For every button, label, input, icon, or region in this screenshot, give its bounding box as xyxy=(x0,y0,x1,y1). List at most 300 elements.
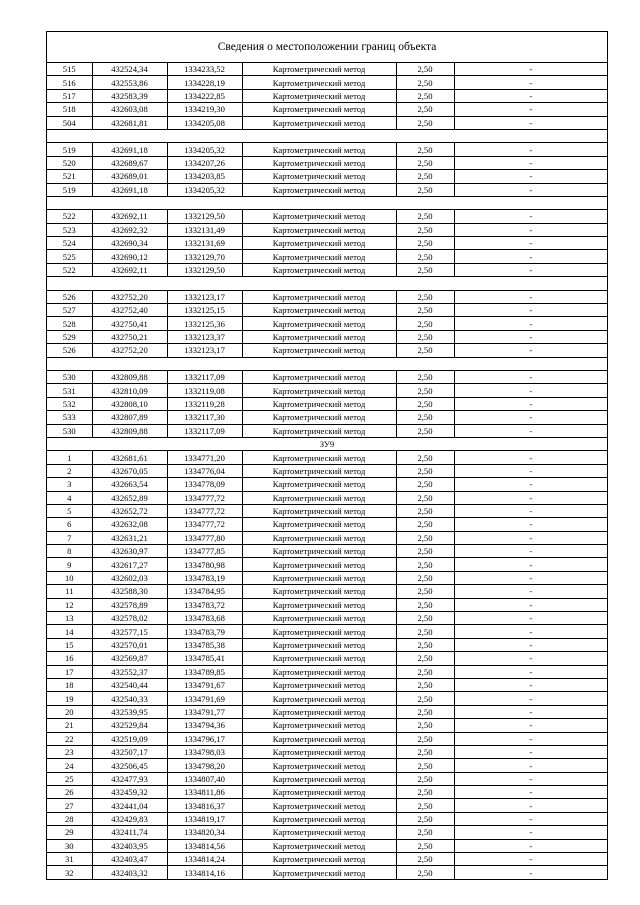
note-cell: - xyxy=(454,812,607,825)
accuracy-cell: 2,50 xyxy=(396,384,454,397)
y-coordinate-cell: 1334783,79 xyxy=(167,625,242,638)
method-cell: Картометрический метод xyxy=(242,491,396,504)
table-row xyxy=(47,317,607,330)
note-cell: - xyxy=(454,759,607,772)
method-cell: Картометрический метод xyxy=(242,411,396,424)
accuracy-cell: 2,50 xyxy=(396,464,454,477)
y-coordinate-cell: 1332119,28 xyxy=(167,397,242,410)
table-row xyxy=(47,370,607,383)
x-coordinate-cell: 432429,83 xyxy=(92,812,167,825)
y-coordinate-cell: 1334785,38 xyxy=(167,638,242,651)
x-coordinate-cell: 432477,93 xyxy=(92,772,167,785)
note-cell: - xyxy=(454,317,607,330)
point-number-cell: 527 xyxy=(47,304,92,317)
accuracy-cell: 2,50 xyxy=(396,772,454,785)
method-cell: Картометрический метод xyxy=(242,612,396,625)
accuracy-cell: 2,50 xyxy=(396,290,454,303)
point-number-cell: 28 xyxy=(47,812,92,825)
note-cell: - xyxy=(454,384,607,397)
point-number-cell: 522 xyxy=(47,210,92,223)
table-row xyxy=(47,839,607,852)
point-number-cell: 31 xyxy=(47,853,92,866)
method-cell: Картометрический метод xyxy=(242,384,396,397)
y-coordinate-cell: 1334820,34 xyxy=(167,826,242,839)
note-cell: - xyxy=(454,732,607,745)
coordinates-table xyxy=(47,63,607,879)
y-coordinate-cell: 1332131,69 xyxy=(167,237,242,250)
table-row xyxy=(47,384,607,397)
point-number-cell: 3 xyxy=(47,478,92,491)
accuracy-cell: 2,50 xyxy=(396,692,454,705)
note-cell: - xyxy=(454,183,607,196)
y-coordinate-cell: 1334798,03 xyxy=(167,745,242,758)
note-cell: - xyxy=(454,250,607,263)
table-row xyxy=(47,799,607,812)
method-cell: Картометрический метод xyxy=(242,518,396,531)
note-cell: - xyxy=(454,223,607,236)
x-coordinate-cell: 432578,02 xyxy=(92,612,167,625)
y-coordinate-cell: 1334783,68 xyxy=(167,612,242,625)
note-cell: - xyxy=(454,571,607,584)
x-coordinate-cell: 432681,61 xyxy=(92,451,167,464)
y-coordinate-cell: 1332125,36 xyxy=(167,317,242,330)
point-number-cell: 20 xyxy=(47,705,92,718)
note-cell: - xyxy=(454,678,607,691)
note-cell: - xyxy=(454,344,607,357)
note-cell: - xyxy=(454,665,607,678)
table-row xyxy=(47,853,607,866)
x-coordinate-cell: 432809,88 xyxy=(92,424,167,437)
x-coordinate-cell: 432810,09 xyxy=(92,384,167,397)
accuracy-cell: 2,50 xyxy=(396,745,454,758)
note-cell: - xyxy=(454,612,607,625)
accuracy-cell: 2,50 xyxy=(396,638,454,651)
x-coordinate-cell: 432529,84 xyxy=(92,719,167,732)
table-row xyxy=(47,103,607,116)
point-number-cell: 10 xyxy=(47,571,92,584)
note-cell: - xyxy=(454,558,607,571)
accuracy-cell: 2,50 xyxy=(396,143,454,156)
table-row xyxy=(47,745,607,758)
x-coordinate-cell: 432750,41 xyxy=(92,317,167,330)
table-row xyxy=(47,692,607,705)
y-coordinate-cell: 1334776,04 xyxy=(167,464,242,477)
accuracy-cell: 2,50 xyxy=(396,531,454,544)
table-row xyxy=(47,826,607,839)
table-row xyxy=(47,705,607,718)
point-number-cell: 24 xyxy=(47,759,92,772)
note-cell: - xyxy=(454,156,607,169)
point-number-cell: 8 xyxy=(47,545,92,558)
point-number-cell: 9 xyxy=(47,558,92,571)
y-coordinate-cell: 1334819,17 xyxy=(167,812,242,825)
y-coordinate-cell: 1332123,17 xyxy=(167,344,242,357)
note-cell: - xyxy=(454,210,607,223)
note-cell: - xyxy=(454,424,607,437)
accuracy-cell: 2,50 xyxy=(396,63,454,76)
table-row xyxy=(47,518,607,531)
y-coordinate-cell: 1332129,50 xyxy=(167,210,242,223)
table-row xyxy=(47,491,607,504)
note-cell: - xyxy=(454,652,607,665)
point-number-cell: 26 xyxy=(47,786,92,799)
x-coordinate-cell: 432752,20 xyxy=(92,290,167,303)
note-cell: - xyxy=(454,638,607,651)
x-coordinate-cell: 432403,95 xyxy=(92,839,167,852)
method-cell: Картометрический метод xyxy=(242,317,396,330)
x-coordinate-cell: 432691,18 xyxy=(92,183,167,196)
table-row xyxy=(47,210,607,223)
x-coordinate-cell: 432539,95 xyxy=(92,705,167,718)
note-cell: - xyxy=(454,103,607,116)
x-coordinate-cell: 432689,01 xyxy=(92,170,167,183)
method-cell: Картометрический метод xyxy=(242,290,396,303)
x-coordinate-cell: 432583,39 xyxy=(92,89,167,102)
x-coordinate-cell: 432663,54 xyxy=(92,478,167,491)
accuracy-cell: 2,50 xyxy=(396,866,454,879)
method-cell: Картометрический метод xyxy=(242,786,396,799)
note-cell: - xyxy=(454,772,607,785)
accuracy-cell: 2,50 xyxy=(396,558,454,571)
x-coordinate-cell: 432540,44 xyxy=(92,678,167,691)
method-cell: Картометрический метод xyxy=(242,397,396,410)
point-number-cell: 515 xyxy=(47,63,92,76)
accuracy-cell: 2,50 xyxy=(396,478,454,491)
point-number-cell: 520 xyxy=(47,156,92,169)
note-cell: - xyxy=(454,330,607,343)
note-cell: - xyxy=(529,867,533,878)
section-label: ЗУ9 xyxy=(47,437,607,450)
x-coordinate-cell: 432411,74 xyxy=(92,826,167,839)
x-coordinate-cell: 432577,15 xyxy=(92,625,167,638)
y-coordinate-cell: 1334233,52 xyxy=(167,63,242,76)
note-cell: - xyxy=(454,839,607,852)
x-coordinate-cell: 432507,17 xyxy=(92,745,167,758)
accuracy-cell: 2,50 xyxy=(396,853,454,866)
point-number-cell: 519 xyxy=(47,183,92,196)
table-row xyxy=(47,571,607,584)
point-number-cell: 12 xyxy=(47,598,92,611)
method-cell: Картометрический метод xyxy=(242,745,396,758)
x-coordinate-cell: 432552,37 xyxy=(92,665,167,678)
method-cell: Картометрический метод xyxy=(242,451,396,464)
y-coordinate-cell: 1334816,37 xyxy=(167,799,242,812)
y-coordinate-cell: 1334777,80 xyxy=(167,531,242,544)
point-number-cell: 27 xyxy=(47,799,92,812)
method-cell: Картометрический метод xyxy=(242,652,396,665)
y-coordinate-cell: 1332117,09 xyxy=(167,370,242,383)
separator-cell xyxy=(47,196,607,209)
accuracy-cell: 2,50 xyxy=(396,424,454,437)
note-cell: - xyxy=(454,116,607,129)
point-number-cell: 11 xyxy=(47,585,92,598)
x-coordinate-cell: 432807,89 xyxy=(92,411,167,424)
accuracy-cell: 2,50 xyxy=(396,652,454,665)
x-coordinate-cell: 432403,47 xyxy=(92,853,167,866)
x-coordinate-cell: 432540,33 xyxy=(92,692,167,705)
method-cell: Картометрический метод xyxy=(242,210,396,223)
x-coordinate-cell: 432570,01 xyxy=(92,638,167,651)
table-row xyxy=(47,585,607,598)
table-row xyxy=(47,759,607,772)
point-number-cell: 533 xyxy=(47,411,92,424)
x-coordinate-cell: 432553,86 xyxy=(92,76,167,89)
y-coordinate-cell: 1334814,24 xyxy=(167,853,242,866)
method-cell: Картометрический метод xyxy=(242,812,396,825)
table-row xyxy=(47,866,607,879)
y-coordinate-cell: 1334777,72 xyxy=(167,518,242,531)
method-cell: Картометрический метод xyxy=(242,571,396,584)
table-row xyxy=(47,638,607,651)
point-number-cell: 524 xyxy=(47,237,92,250)
y-coordinate-cell: 1332125,15 xyxy=(167,304,242,317)
note-cell: - xyxy=(454,290,607,303)
method-cell: Картометрический метод xyxy=(242,705,396,718)
point-number-cell: 29 xyxy=(47,826,92,839)
method-cell: Картометрический метод xyxy=(242,598,396,611)
table-row xyxy=(47,531,607,544)
point-number-cell: 19 xyxy=(47,692,92,705)
x-coordinate-cell: 432690,34 xyxy=(92,237,167,250)
method-cell: Картометрический метод xyxy=(242,678,396,691)
note-cell: - xyxy=(454,585,607,598)
accuracy-cell: 2,50 xyxy=(396,504,454,517)
point-number-cell: 532 xyxy=(47,397,92,410)
accuracy-cell: 2,50 xyxy=(396,812,454,825)
note-cell: - xyxy=(454,504,607,517)
y-coordinate-cell: 1334777,72 xyxy=(167,491,242,504)
table-row xyxy=(47,223,607,236)
accuracy-cell: 2,50 xyxy=(396,210,454,223)
boundary-table-sheet xyxy=(46,31,608,880)
point-number-cell: 528 xyxy=(47,317,92,330)
accuracy-cell: 2,50 xyxy=(396,451,454,464)
accuracy-cell: 2,50 xyxy=(396,344,454,357)
note-cell: - xyxy=(454,545,607,558)
note-cell: - xyxy=(454,304,607,317)
method-cell: Картометрический метод xyxy=(242,344,396,357)
x-coordinate-cell: 432691,18 xyxy=(92,143,167,156)
table-row xyxy=(47,89,607,102)
point-number-cell: 522 xyxy=(47,263,92,276)
x-coordinate-cell: 432588,30 xyxy=(92,585,167,598)
accuracy-cell: 2,50 xyxy=(396,317,454,330)
table-row xyxy=(47,304,607,317)
y-coordinate-cell: 1334771,20 xyxy=(167,451,242,464)
method-cell: Картометрический метод xyxy=(242,545,396,558)
accuracy-cell: 2,50 xyxy=(396,625,454,638)
method-cell: Картометрический метод xyxy=(242,63,396,76)
accuracy-cell: 2,50 xyxy=(396,183,454,196)
method-cell: Картометрический метод xyxy=(242,719,396,732)
y-coordinate-cell: 1334784,95 xyxy=(167,585,242,598)
y-coordinate-cell: 1332119,08 xyxy=(167,384,242,397)
accuracy-cell: 2,50 xyxy=(396,397,454,410)
note-cell: - xyxy=(454,237,607,250)
separator-cell xyxy=(47,357,607,370)
y-coordinate-cell: 1332129,50 xyxy=(167,263,242,276)
y-coordinate-cell: 1334785,41 xyxy=(167,652,242,665)
accuracy-cell: 2,50 xyxy=(396,116,454,129)
point-number-cell: 23 xyxy=(47,745,92,758)
point-number-cell: 526 xyxy=(47,290,92,303)
point-number-cell: 526 xyxy=(47,344,92,357)
x-coordinate-cell: 432670,05 xyxy=(92,464,167,477)
y-coordinate-cell: 1334778,09 xyxy=(167,478,242,491)
point-number-cell: 504 xyxy=(47,116,92,129)
point-number-cell: 21 xyxy=(47,719,92,732)
note-cell: - xyxy=(454,63,607,76)
method-cell: Картометрический метод xyxy=(242,826,396,839)
note-cell: - xyxy=(454,464,607,477)
method-cell: Картометрический метод xyxy=(242,504,396,517)
method-cell: Картометрический метод xyxy=(242,732,396,745)
method-cell: Картометрический метод xyxy=(242,478,396,491)
accuracy-cell: 2,50 xyxy=(396,304,454,317)
point-number-cell: 32 xyxy=(47,866,92,879)
table-row xyxy=(47,772,607,785)
method-cell: Картометрический метод xyxy=(242,76,396,89)
point-number-cell: 529 xyxy=(47,330,92,343)
table-row xyxy=(47,665,607,678)
method-cell: Картометрический метод xyxy=(242,839,396,852)
note-cell: - xyxy=(454,598,607,611)
y-coordinate-cell: 1334811,86 xyxy=(167,786,242,799)
y-coordinate-cell: 1334205,08 xyxy=(167,116,242,129)
note-cell: - xyxy=(454,263,607,276)
method-cell: Картометрический метод xyxy=(242,143,396,156)
y-coordinate-cell: 1334807,40 xyxy=(167,772,242,785)
accuracy-cell: 2,50 xyxy=(396,76,454,89)
table-row xyxy=(47,76,607,89)
y-coordinate-cell: 1334203,85 xyxy=(167,170,242,183)
group-separator-row xyxy=(47,129,607,142)
y-coordinate-cell: 1334791,77 xyxy=(167,705,242,718)
x-coordinate-cell: 432750,21 xyxy=(92,330,167,343)
point-number-cell: 517 xyxy=(47,89,92,102)
accuracy-cell: 2,50 xyxy=(396,705,454,718)
note-cell: - xyxy=(454,531,607,544)
table-row xyxy=(47,625,607,638)
table-row xyxy=(47,263,607,276)
note-cell: - xyxy=(454,705,607,718)
note-cell: - xyxy=(454,745,607,758)
accuracy-cell: 2,50 xyxy=(396,598,454,611)
accuracy-cell: 2,50 xyxy=(396,250,454,263)
point-number-cell: 6 xyxy=(47,518,92,531)
y-coordinate-cell: 1334791,69 xyxy=(167,692,242,705)
accuracy-cell: 2,50 xyxy=(396,330,454,343)
note-cell: - xyxy=(454,451,607,464)
x-coordinate-cell: 432692,11 xyxy=(92,263,167,276)
method-cell: Картометрический метод xyxy=(242,531,396,544)
point-number-cell: 2 xyxy=(47,464,92,477)
point-number-cell: 521 xyxy=(47,170,92,183)
y-coordinate-cell: 1334777,72 xyxy=(167,504,242,517)
x-coordinate-cell: 432630,97 xyxy=(92,545,167,558)
y-coordinate-cell: 1334205,32 xyxy=(167,143,242,156)
separator-cell xyxy=(47,129,607,142)
x-coordinate-cell: 432524,34 xyxy=(92,63,167,76)
accuracy-cell: 2,50 xyxy=(396,665,454,678)
x-coordinate-cell: 432441,04 xyxy=(92,799,167,812)
y-coordinate-cell: 1334207,26 xyxy=(167,156,242,169)
accuracy-cell: 2,50 xyxy=(396,786,454,799)
method-cell: Картометрический метод xyxy=(242,237,396,250)
method-cell: Картометрический метод xyxy=(242,156,396,169)
accuracy-cell: 2,50 xyxy=(396,370,454,383)
method-cell: Картометрический метод xyxy=(242,116,396,129)
y-coordinate-cell: 1334814,56 xyxy=(167,839,242,852)
x-coordinate-cell: 432403,32 xyxy=(92,866,167,879)
accuracy-cell: 2,50 xyxy=(396,719,454,732)
table-row xyxy=(47,451,607,464)
accuracy-cell: 2,50 xyxy=(396,759,454,772)
note-cell: - xyxy=(454,719,607,732)
x-coordinate-cell: 432519,09 xyxy=(92,732,167,745)
accuracy-cell: 2,50 xyxy=(396,612,454,625)
table-row xyxy=(47,290,607,303)
table-row xyxy=(47,732,607,745)
table-row xyxy=(47,464,607,477)
method-cell: Картометрический метод xyxy=(242,585,396,598)
x-coordinate-cell: 432506,45 xyxy=(92,759,167,772)
note-cell: - xyxy=(454,625,607,638)
group-separator-row xyxy=(47,196,607,209)
table-row xyxy=(47,424,607,437)
x-coordinate-cell: 432689,67 xyxy=(92,156,167,169)
x-coordinate-cell: 432603,08 xyxy=(92,103,167,116)
section-header-row xyxy=(47,437,607,450)
note-cell: - xyxy=(454,397,607,410)
y-coordinate-cell: 1332129,70 xyxy=(167,250,242,263)
x-coordinate-cell: 432692,11 xyxy=(92,210,167,223)
y-coordinate-cell: 1332117,09 xyxy=(167,424,242,437)
x-coordinate-cell: 432752,40 xyxy=(92,304,167,317)
x-coordinate-cell: 432578,89 xyxy=(92,598,167,611)
y-coordinate-cell: 1334794,36 xyxy=(167,719,242,732)
method-cell: Картометрический метод xyxy=(242,799,396,812)
accuracy-cell: 2,50 xyxy=(396,518,454,531)
point-number-cell: 4 xyxy=(47,491,92,504)
method-cell: Картометрический метод xyxy=(242,625,396,638)
point-number-cell: 531 xyxy=(47,384,92,397)
method-cell: Картометрический метод xyxy=(242,370,396,383)
accuracy-cell: 2,50 xyxy=(396,103,454,116)
separator-cell xyxy=(47,277,607,290)
accuracy-cell: 2,50 xyxy=(396,571,454,584)
table-row xyxy=(47,504,607,517)
method-cell: Картометрический метод xyxy=(242,638,396,651)
note-cell: - xyxy=(454,143,607,156)
note-cell: - xyxy=(454,370,607,383)
accuracy-cell: 2,50 xyxy=(396,799,454,812)
point-number-cell: 519 xyxy=(47,143,92,156)
table-row xyxy=(47,237,607,250)
note-cell: - xyxy=(454,478,607,491)
method-cell: Картометрический метод xyxy=(242,853,396,866)
accuracy-cell: 2,50 xyxy=(396,89,454,102)
table-row xyxy=(47,786,607,799)
method-cell: Картометрический метод xyxy=(242,263,396,276)
table-row xyxy=(47,143,607,156)
table-row xyxy=(47,411,607,424)
accuracy-cell: 2,50 xyxy=(396,156,454,169)
accuracy-cell: 2,50 xyxy=(396,411,454,424)
x-coordinate-cell: 432569,87 xyxy=(92,652,167,665)
y-coordinate-cell: 1334205,32 xyxy=(167,183,242,196)
table-row xyxy=(47,545,607,558)
